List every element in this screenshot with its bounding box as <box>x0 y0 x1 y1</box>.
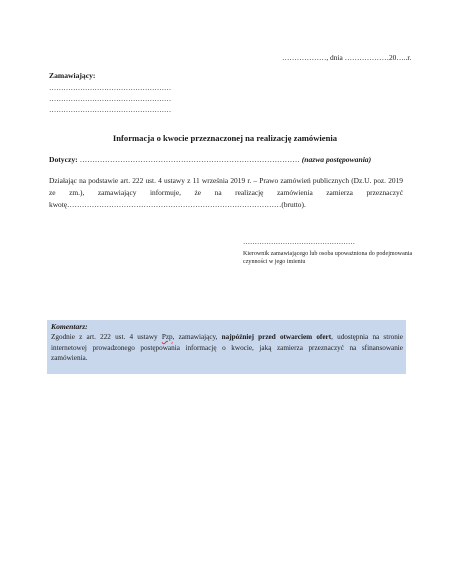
comment-part-2: , zamawiający, <box>172 333 222 341</box>
comment-part-3: , udostępnia na stronie internetowej prowadzonego postępowania informację o kwocie, jaką zamierza przeznaczyć na sfinansowanie zamówienia. <box>51 333 403 363</box>
date-line: ………………, dnia ………………20…..r. <box>282 53 412 62</box>
document-title: Informacja o kwocie przeznaczonej na realizację zamówienia <box>112 133 338 143</box>
orderer-line-2: …………………………………………… <box>49 95 172 103</box>
orderer-label: Zamawiający: <box>49 71 96 80</box>
concerns-line <box>49 155 371 164</box>
comment-bold: najpóźniej przed otwarciem ofert <box>221 333 332 341</box>
procedure-name-placeholder: (nazwa postępowania) <box>301 155 372 164</box>
body-paragraph: Działając na podstawie art. 222 ust. 4 ustawy z 11 września 2019 r. – Prawo zamówień publicznych (Dz.U. poz. 2019 ze zm.), zamawiający informuje, że na realizację zamówienia zamierza przeznaczyć kwotę……………………………………………………………………………(brutto). <box>49 176 403 209</box>
comment-text <box>51 332 403 364</box>
concerns-dots: …………………………………………………………………………… <box>79 155 300 164</box>
orderer-line-3: …………………………………………… <box>49 106 172 114</box>
comment-pzp: Pzp <box>161 333 173 341</box>
comment-part-1: Zgodnie z art. 222 ust. 4 ustawy <box>51 333 162 341</box>
signature-caption: Kierownik zamawiającego lub osoba upoważniona do podejmowania czynności w jego imieniu <box>243 251 413 266</box>
concerns-label: Dotyczy: <box>49 155 78 164</box>
comment-heading: Komentarz: <box>51 322 88 331</box>
orderer-line-1: …………………………………………… <box>49 84 172 92</box>
signature-line: ………………………………………… <box>243 238 355 246</box>
